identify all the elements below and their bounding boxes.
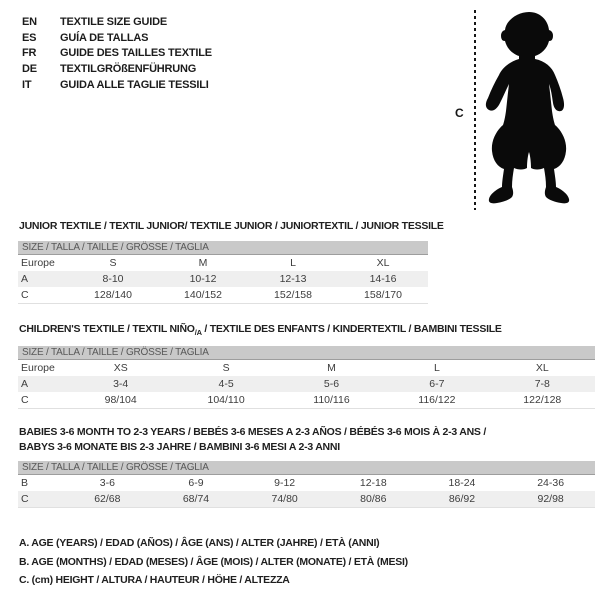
size-value-cell: 5-6 xyxy=(323,378,340,390)
language-code: FR xyxy=(22,47,37,60)
row-label-cell: Europe xyxy=(21,257,55,269)
size-value-cell: 18-24 xyxy=(448,477,476,489)
babies-title-line2: BABYS 3-6 MONATE BIS 2-3 JAHRE / BAMBINI 3-6 MESI A 2-3 ANNI xyxy=(19,441,340,453)
height-measure-dotted-line xyxy=(474,10,476,210)
table-row xyxy=(18,392,595,409)
size-value-cell: 4-5 xyxy=(218,378,234,390)
table-row xyxy=(18,255,428,271)
table-row xyxy=(18,287,428,304)
size-value-cell: M xyxy=(327,362,336,374)
table-row xyxy=(18,271,428,287)
size-value-cell: 12-13 xyxy=(279,273,307,285)
row-label-cell: C xyxy=(21,289,29,301)
babies-size-table xyxy=(18,461,595,508)
junior-size-table xyxy=(18,241,428,304)
children-title-sub: /A xyxy=(194,328,202,338)
row-label-cell: A xyxy=(21,273,29,285)
language-guide-title: GUÍA DE TALLAS xyxy=(60,31,149,44)
children-title-post: / TEXTILE DES ENFANTS / KINDERTEXTIL / BAMBINI TESSILE xyxy=(201,323,502,335)
size-value-cell: 158/170 xyxy=(364,289,402,301)
language-row xyxy=(22,62,212,78)
size-value-cell: S xyxy=(222,362,230,374)
size-value-cell: 14-16 xyxy=(369,273,397,285)
junior-table-grid xyxy=(18,255,428,304)
language-row xyxy=(22,78,212,94)
children-title-pre: CHILDREN'S TEXTILE / TEXTIL NIÑO xyxy=(19,323,195,335)
size-header-bar: SIZE / TALLA / TAILLE / GRÖSSE / TAGLIA xyxy=(18,241,428,255)
size-value-cell: XL xyxy=(376,257,390,269)
table-row xyxy=(18,360,595,376)
language-code: ES xyxy=(22,31,37,44)
size-value-cell: 7-8 xyxy=(534,378,550,390)
size-value-cell: 9-12 xyxy=(274,477,296,489)
row-label-cell: C xyxy=(21,493,29,505)
children-size-table xyxy=(18,346,595,409)
size-value-cell: 152/158 xyxy=(274,289,312,301)
babies-table-grid xyxy=(18,475,595,508)
size-value-cell: 128/140 xyxy=(94,289,132,301)
size-value-cell: 10-12 xyxy=(189,273,217,285)
size-value-cell: 68/74 xyxy=(182,493,210,505)
size-value-cell: 6-7 xyxy=(429,378,445,390)
size-value-cell: 12-18 xyxy=(359,477,387,489)
language-code: DE xyxy=(22,63,37,76)
size-value-cell: 3-4 xyxy=(113,378,129,390)
language-title-list xyxy=(22,15,212,94)
size-header-bar: SIZE / TALLA / TAILLE / GRÖSSE / TAGLIA xyxy=(18,346,595,360)
language-row xyxy=(22,31,212,47)
babies-table-title xyxy=(19,425,486,455)
size-value-cell: L xyxy=(290,257,296,269)
size-value-cell: 8-10 xyxy=(102,273,124,285)
legend-notes xyxy=(19,534,408,590)
row-label-cell: B xyxy=(21,477,29,489)
size-value-cell: 140/152 xyxy=(184,289,222,301)
row-label-cell: Europe xyxy=(21,362,55,374)
table-row xyxy=(18,491,595,508)
legend-note-line: C. (cm) HEIGHT / ALTURA / HAUTEUR / HÖHE / ALTEZZA xyxy=(19,574,290,587)
size-value-cell: 104/110 xyxy=(207,394,245,406)
size-header-bar: SIZE / TALLA / TAILLE / GRÖSSE / TAGLIA xyxy=(18,461,595,475)
size-value-cell: S xyxy=(109,257,117,269)
children-table-title xyxy=(19,322,502,340)
size-value-cell: 98/104 xyxy=(104,394,137,406)
size-value-cell: 80/86 xyxy=(360,493,387,505)
height-measure-label: C xyxy=(455,106,464,120)
language-row xyxy=(22,46,212,62)
size-value-cell: L xyxy=(433,362,440,374)
junior-table-title: JUNIOR TEXTILE / TEXTIL JUNIOR/ TEXTILE JUNIOR / JUNIORTEXTIL / JUNIOR TESSILE xyxy=(19,220,444,232)
size-value-cell: M xyxy=(198,257,208,269)
size-value-cell: 74/80 xyxy=(271,493,298,505)
size-value-cell: 6-9 xyxy=(188,477,204,489)
language-guide-title: GUIDA ALLE TAGLIE TESSILI xyxy=(60,78,209,91)
size-value-cell: XS xyxy=(113,362,128,374)
language-guide-title: TEXTILE SIZE GUIDE xyxy=(60,16,168,28)
row-label-cell: C xyxy=(21,394,29,406)
size-value-cell: 86/92 xyxy=(448,493,476,505)
table-row xyxy=(18,376,595,392)
language-code: IT xyxy=(22,78,32,91)
toddler-silhouette-icon xyxy=(482,10,582,210)
babies-title-line1: BABIES 3-6 MONTH TO 2-3 YEARS / BEBÉS 3-6 MESES A 2-3 AÑOS / BÉBÉS 3-6 MOIS À 2-3 ANS / xyxy=(19,426,487,438)
table-row xyxy=(18,475,595,491)
size-value-cell: 116/122 xyxy=(418,394,456,406)
size-value-cell: 110/116 xyxy=(313,394,350,406)
language-guide-title: TEXTILGRÖßENFÜHRUNG xyxy=(60,63,197,76)
language-row xyxy=(22,15,212,31)
size-value-cell: 92/98 xyxy=(537,493,564,505)
children-table-grid xyxy=(18,360,595,409)
size-value-cell: 122/128 xyxy=(523,394,562,406)
size-value-cell: 62/68 xyxy=(94,493,121,505)
legend-note-line: B. AGE (MONTHS) / EDAD (MESES) / ÂGE (MOIS) / ALTER (MONATE) / ETÀ (MESI) xyxy=(19,555,408,568)
language-code: EN xyxy=(22,16,37,28)
size-value-cell: 3-6 xyxy=(99,477,115,489)
row-label-cell: A xyxy=(21,378,29,390)
language-guide-title: GUIDE DES TAILLES TEXTILE xyxy=(60,47,212,60)
size-value-cell: XL xyxy=(535,362,549,374)
size-value-cell: 24-36 xyxy=(537,477,565,489)
legend-note-line: A. AGE (YEARS) / EDAD (AÑOS) / ÂGE (ANS) / ALTER (JAHRE) / ETÀ (ANNI) xyxy=(19,537,380,549)
